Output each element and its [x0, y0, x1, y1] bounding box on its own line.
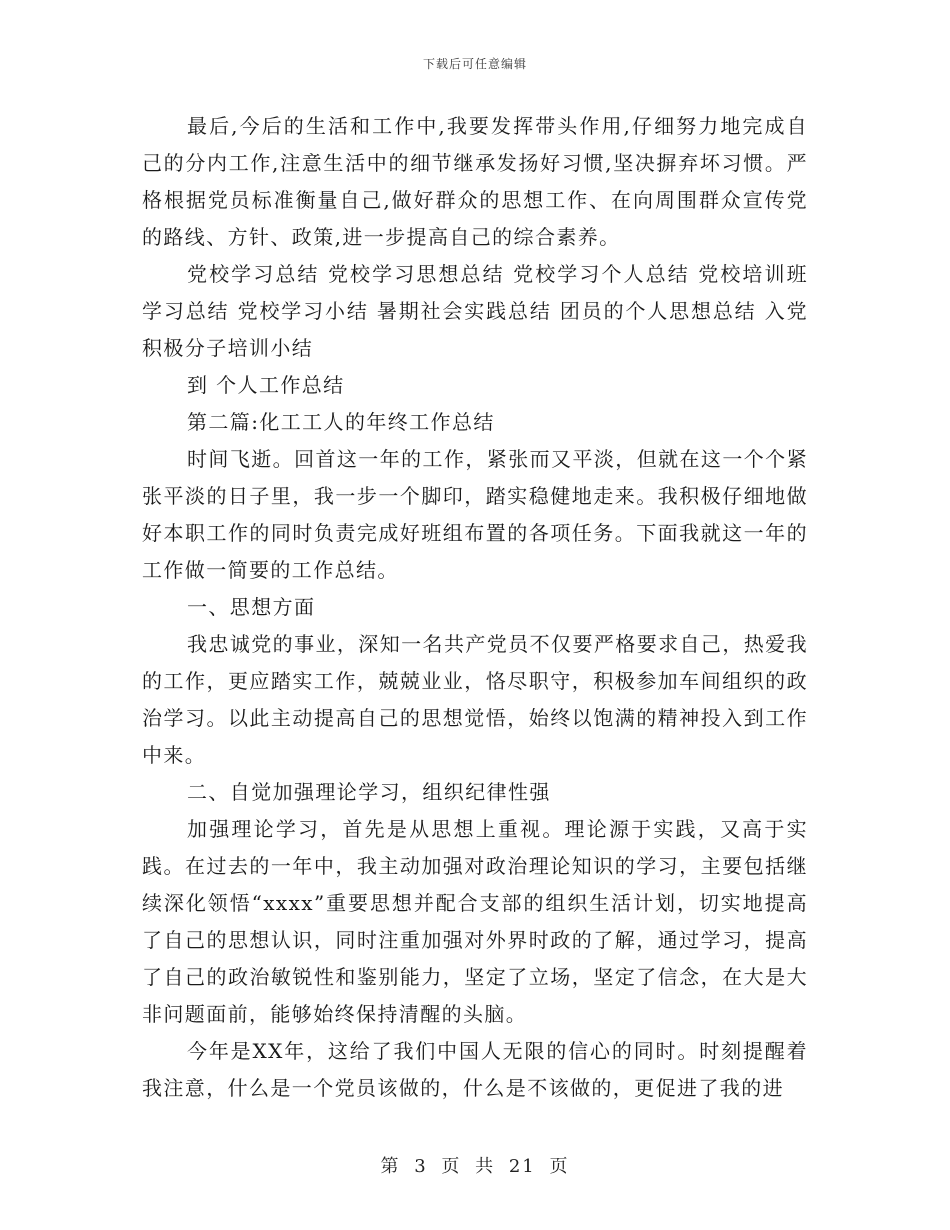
heading-ideology: 一、思想方面 — [187, 595, 316, 619]
paragraph-intro: 时间飞逝。回首这一年的工作，紧张而又平淡，但就在这一个个紧张平淡的日子里，我一步一个脚印，踏实稳健地走来。我积极仔细地做好本职工作的同时负责完成好班组布置的各项任务。下面我就这一年的工作做一简要的工作总结。 — [142, 447, 808, 582]
paragraph-conclusion: 最后,今后的生活和工作中,我要发挥带头作用,仔细努力地完成自己的分内工作,注意生活中的细节继承发扬好习惯,坚决摒弃坏习惯。严格根据党员标准衡量自己,做好群众的思想工作、在向周围群众宣传党的路线、方针、政策,进一步提高自己的综合素养。 — [142, 114, 808, 249]
paragraph-theory-study: 加强理论学习，首先是从思想上重视。理论源于实践，又高于实践。在过去的一年中，我主动加强对政治理论知识的学习，主要包括继续深化领悟“xxxx”重要思想并配合支部的组织生活计划，切实地提高了自己的思想认识，同时注重加强对外界时政的了解，通过学习，提高了自己的政治敏锐性和鉴别能力，坚定了立场，坚定了信念，在大是大非问题面前，能够始终保持清醒的头脑。 — [142, 817, 808, 1026]
paragraph-ideology: 我忠诚党的事业，深知一名共产党员不仅要严格要求自己，热爱我的工作，更应踏实工作，兢兢业业，恪尽职守，积极参加车间组织的政治学习。以此主动提高自己的思想觉悟，始终以饱满的精神投入到工作中来。 — [142, 632, 808, 767]
page-header: 下载后可任意编辑 — [422, 57, 527, 71]
heading-theory-study: 二、自觉加强理论学习，组织纪律性强 — [187, 780, 551, 804]
paragraph-link-target: 到 个人工作总结 — [187, 373, 345, 397]
page-number: 第 3 页 共 21 页 — [380, 1156, 570, 1177]
section-title: 第二篇:化工工人的年终工作总结 — [187, 410, 495, 434]
paragraph-this-year: 今年是XX年，这给了我们中国人无限的信心的同时。时刻提醒着我注意，什么是一个党员该做的，什么是不该做的，更促进了我的进 — [142, 1039, 808, 1100]
paragraph-related-links: 党校学习总结 党校学习思想总结 党校学习个人总结 党校培训班学习总结 党校学习小结 暑期社会实践总结 团员的个人思想总结 入党积极分子培训小结 — [142, 262, 808, 360]
document-body — [142, 108, 808, 1107]
